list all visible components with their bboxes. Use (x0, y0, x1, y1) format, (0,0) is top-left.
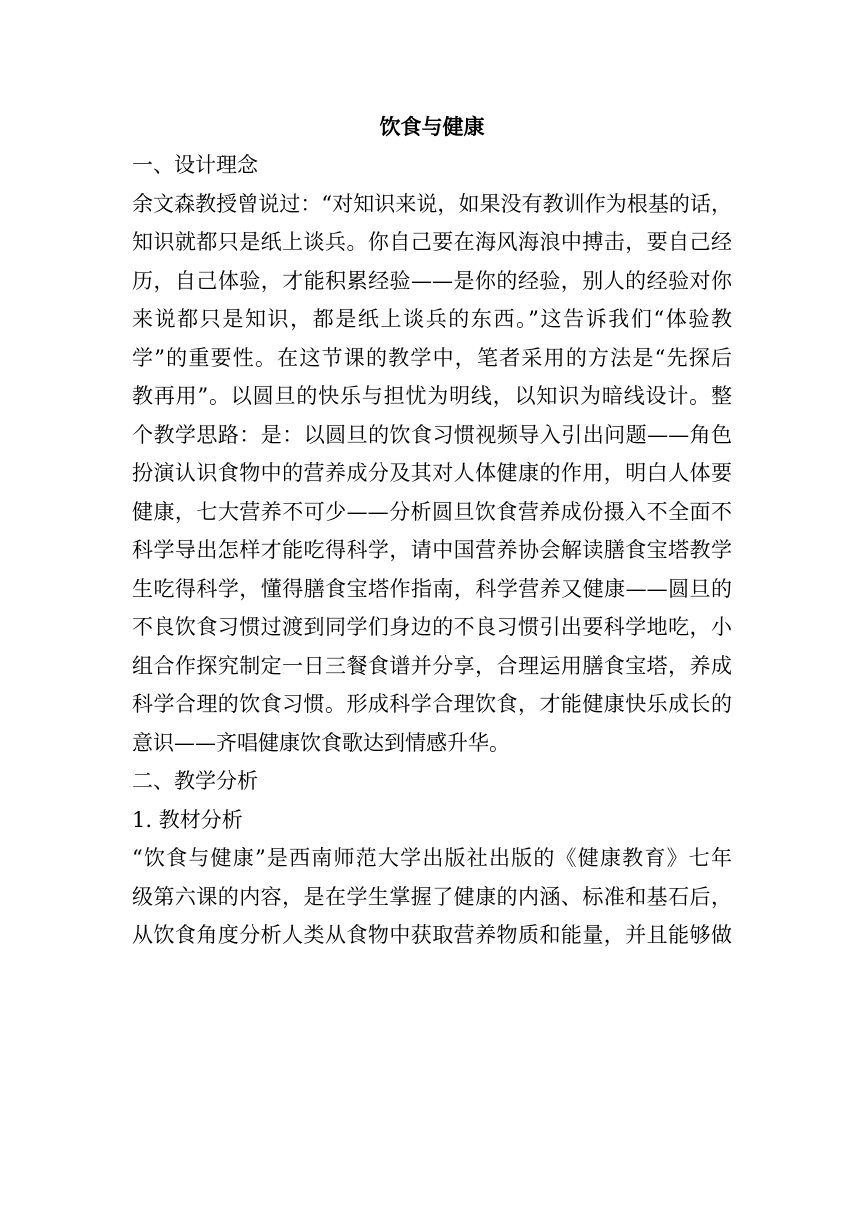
paragraph-line: 意识——齐唱健康饮食歌达到情感升华。 (132, 730, 510, 755)
paragraph-design-concept (132, 185, 732, 763)
paragraph-line: 来说都只是知识，都是纸上谈兵的东西。”这告诉我们“体验教 (132, 307, 732, 331)
paragraph-line: 教再用”。以圆旦的快乐与担忧为明线，以知识为暗线设计。整 (132, 384, 732, 408)
paragraph-line: “饮食与健康”是西南师范大学出版社出版的《健康教育》七年 (132, 846, 732, 870)
paragraph-line: 余文森教授曾说过：“对知识来说，如果没有教训作为根基的话， (132, 191, 732, 216)
paragraph-line: 历，自己体验，才能积累经验——是你的经验，别人的经验对你 (132, 268, 732, 293)
document-title: 饮食与健康 (379, 114, 485, 139)
paragraph-textbook-analysis (132, 839, 732, 955)
paragraph-line: 科学合理的饮食习惯。形成科学合理饮食，才能健康快乐成长的 (132, 692, 732, 716)
paragraph-line: 生吃得科学，懂得膳食宝塔作指南，科学营养又健康——圆旦的 (132, 576, 732, 601)
paragraph-line: 不良饮食习惯过渡到同学们身边的不良习惯引出要科学地吃，小 (132, 615, 732, 639)
paragraph-line: 个教学思路：是：以圆旦的饮食习惯视频导入引出问题——角色 (132, 422, 732, 447)
paragraph-line: 级第六课的内容，是在学生掌握了健康的内涵、标准和基石后， (132, 884, 732, 909)
paragraph-line: 从饮食角度分析人类从食物中获取营养物质和能量，并且能够做 (132, 923, 732, 947)
subsection-heading-textbook-analysis: 1. 教材分析 (132, 807, 243, 832)
paragraph-line: 组合作探究制定一日三餐食谱并分享，合理运用膳食宝塔，养成 (132, 653, 732, 678)
paragraph-line: 健康，七大营养不可少——分析圆旦饮食营养成份摄入不全面不 (132, 499, 732, 524)
document-body (132, 108, 732, 955)
paragraph-line: 科学导出怎样才能吃得科学，请中国营养协会解读膳食宝塔教学 (132, 538, 732, 562)
paragraph-line: 知识就都只是纸上谈兵。你自己要在海风海浪中搏击，要自己经 (132, 230, 732, 254)
section-heading-teaching-analysis: 二、教学分析 (132, 769, 258, 793)
paragraph-line: 扮演认识食物中的营养成分及其对人体健康的作用，明白人体要 (132, 461, 732, 485)
section-heading-design-concept: 一、设计理念 (132, 153, 258, 177)
paragraph-line: 学”的重要性。在这节课的教学中，笔者采用的方法是“先探后 (132, 345, 732, 370)
